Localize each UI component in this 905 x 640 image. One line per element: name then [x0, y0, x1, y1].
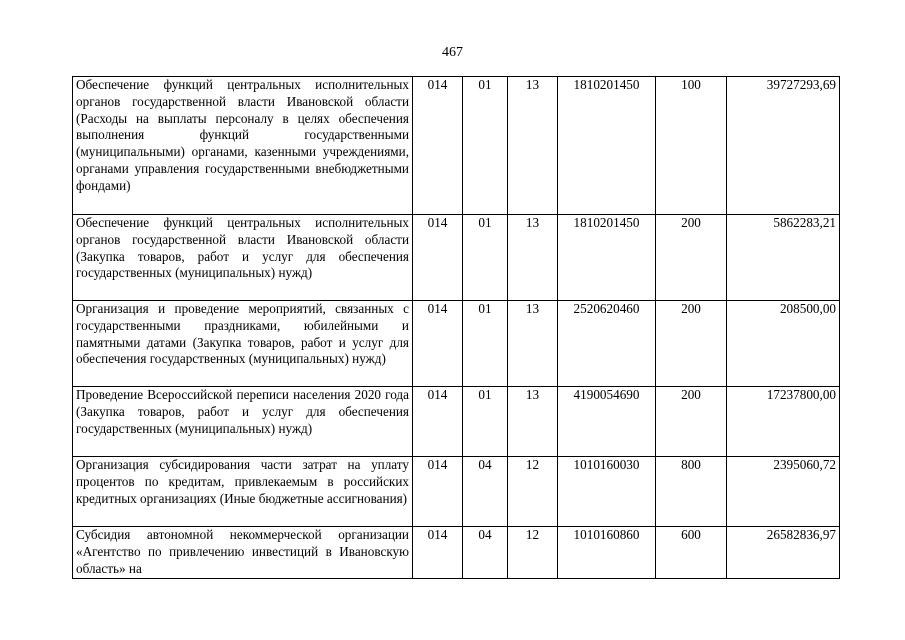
- table-row: [73, 77, 840, 215]
- row-description: Обеспечение функций центральных исполнительных органов государственной власти Ивановской области (Расходы на выплаты персоналу в целях обеспечения выполнения функций государственными (муниципальными) органами, казенными учреждениями, органами управления государственными внебюджетными фондами): [73, 77, 413, 215]
- ministry-code: 014: [413, 527, 463, 579]
- table-row: [73, 527, 840, 579]
- subsection-code: 12: [508, 527, 558, 579]
- expense-type-code: 800: [656, 457, 727, 527]
- table-row: [73, 215, 840, 301]
- budget-table: [72, 76, 840, 579]
- subsection-code: 12: [508, 457, 558, 527]
- subsection-code: 13: [508, 301, 558, 387]
- expense-type-code: 200: [656, 301, 727, 387]
- amount-value: 208500,00: [727, 301, 840, 387]
- page-number: 467: [442, 45, 463, 60]
- section-code: 01: [463, 215, 508, 301]
- expense-type-code: 100: [656, 77, 727, 215]
- subsection-code: 13: [508, 215, 558, 301]
- ministry-code: 014: [413, 215, 463, 301]
- expense-type-code: 200: [656, 215, 727, 301]
- target-article-code: 2520620460: [558, 301, 656, 387]
- table-row: [73, 301, 840, 387]
- amount-value: 39727293,69: [727, 77, 840, 215]
- expense-type-code: 600: [656, 527, 727, 579]
- table-row: [73, 457, 840, 527]
- amount-value: 5862283,21: [727, 215, 840, 301]
- table-row: [73, 387, 840, 457]
- row-description: Обеспечение функций центральных исполнительных органов государственной власти Ивановской области (Закупка товаров, работ и услуг для обеспечения государственных (муниципальных) нужд): [73, 215, 413, 301]
- target-article-code: 1010160030: [558, 457, 656, 527]
- row-description: Проведение Всероссийской переписи населения 2020 года (Закупка товаров, работ и услуг для обеспечения государственных (муниципальных) нужд): [73, 387, 413, 457]
- section-code: 04: [463, 527, 508, 579]
- row-description: Организация субсидирования части затрат на уплату процентов по кредитам, привлекаемым в российских кредитных организациях (Иные бюджетные ассигнования): [73, 457, 413, 527]
- row-description: Субсидия автономной некоммерческой организации «Агентство по привлечению инвестиций в Ивановскую область» на: [73, 527, 413, 579]
- target-article-code: 4190054690: [558, 387, 656, 457]
- section-code: 01: [463, 387, 508, 457]
- target-article-code: 1010160860: [558, 527, 656, 579]
- subsection-code: 13: [508, 77, 558, 215]
- ministry-code: 014: [413, 387, 463, 457]
- target-article-code: 1810201450: [558, 77, 656, 215]
- ministry-code: 014: [413, 77, 463, 215]
- expense-type-code: 200: [656, 387, 727, 457]
- target-article-code: 1810201450: [558, 215, 656, 301]
- section-code: 01: [463, 301, 508, 387]
- budget-table-body: [73, 77, 840, 579]
- ministry-code: 014: [413, 457, 463, 527]
- amount-value: 2395060,72: [727, 457, 840, 527]
- ministry-code: 014: [413, 301, 463, 387]
- subsection-code: 13: [508, 387, 558, 457]
- section-code: 01: [463, 77, 508, 215]
- row-description: Организация и проведение мероприятий, связанных с государственными праздниками, юбилейными и памятными датами (Закупка товаров, работ и услуг для обеспечения государственных (муниципальных) нужд): [73, 301, 413, 387]
- amount-value: 26582836,97: [727, 527, 840, 579]
- section-code: 04: [463, 457, 508, 527]
- amount-value: 17237800,00: [727, 387, 840, 457]
